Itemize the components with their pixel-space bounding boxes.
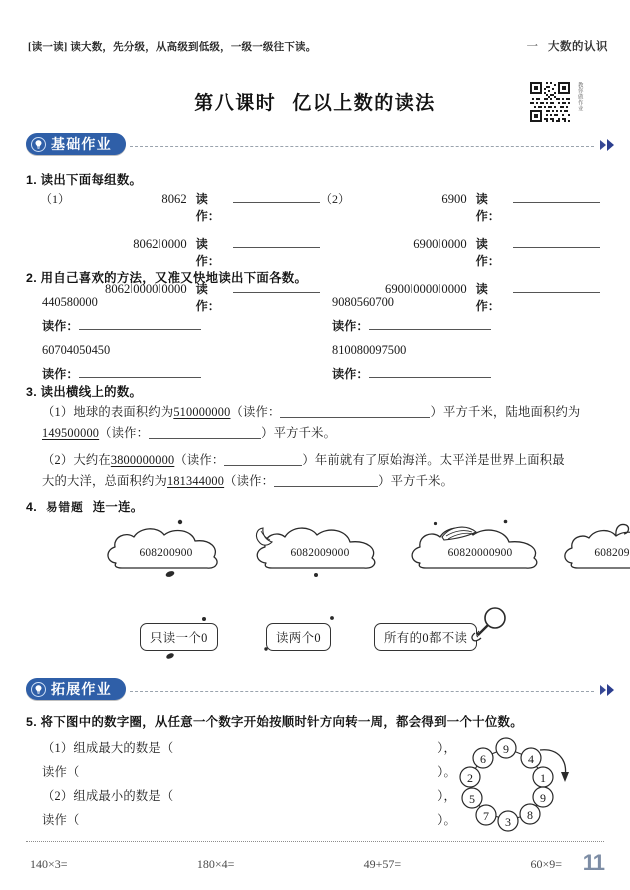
read-label: 读作： xyxy=(475,282,500,313)
answer-blank[interactable] xyxy=(369,318,491,330)
read-hint-text: [读一读] 读大数，先分级，从高级到低级，一级一级往下读。 xyxy=(28,42,317,53)
underlined-number: 149500000 xyxy=(42,426,100,440)
answer-line[interactable] xyxy=(42,810,456,828)
exercise-2-cell xyxy=(316,343,606,382)
exercise-5 xyxy=(26,712,618,834)
answer-blank[interactable] xyxy=(369,366,491,378)
dot-doodle-icon xyxy=(164,651,176,660)
read-label: 读作： xyxy=(475,192,500,223)
option-box[interactable]: 读两个0 xyxy=(266,623,331,651)
cloud-number: 608209 xyxy=(594,547,630,559)
answer-blank[interactable] xyxy=(79,366,201,378)
read-label: 读作： xyxy=(195,282,220,313)
line-text: 读作（ xyxy=(42,765,80,779)
text-run: ）平方千米。 xyxy=(378,474,454,488)
text-run: ）平方千米。 xyxy=(261,426,337,440)
qr-code-image[interactable] xyxy=(528,80,572,124)
dot-doodle-icon xyxy=(200,615,208,623)
number-value: 8062 xyxy=(161,192,187,206)
circle-digit: 7 xyxy=(483,809,489,823)
circle-digit: 4 xyxy=(528,752,534,766)
line-close: ）， xyxy=(437,789,456,803)
item-tag-2: （2） xyxy=(320,192,351,206)
number-value: 60704050450 xyxy=(42,343,111,357)
footer-calculations xyxy=(30,857,608,872)
badge-basic-label: 基础作业 xyxy=(51,136,112,152)
text-run: ）平方千米，陆地面积约为 xyxy=(430,405,581,419)
footer-divider xyxy=(26,841,604,842)
number-value: 810080097500 xyxy=(332,343,407,357)
number-value: 9080560700 xyxy=(332,295,394,309)
badge-extend xyxy=(26,678,126,700)
line-close: ）， xyxy=(437,741,456,755)
text-run: （读作： xyxy=(99,426,150,440)
underlined-number: 3800000000 xyxy=(110,453,175,467)
circle-digit: 6 xyxy=(480,752,486,766)
answer-line[interactable] xyxy=(42,762,456,780)
exercise-3-prompt: 3. 读出横线上的数。 xyxy=(26,385,143,399)
circle-digit: 9 xyxy=(540,791,546,805)
dot-doodle-icon xyxy=(262,645,270,653)
section-header-basic xyxy=(0,133,630,155)
answer-blank[interactable] xyxy=(280,406,430,418)
option-box-row xyxy=(26,623,618,669)
answer-blank[interactable] xyxy=(233,236,320,248)
chevron-right-icon-basic xyxy=(600,139,614,151)
exercise-2-prompt: 2. 用自己喜欢的方法，又准又快地读出下面各数。 xyxy=(26,271,308,285)
exercise-4-header xyxy=(26,497,618,515)
exercise-2-cell xyxy=(26,343,316,382)
read-label: 读作： xyxy=(195,237,220,268)
number-value: 6900 0000 0000 xyxy=(385,282,467,296)
exercise-1-left-cell xyxy=(40,235,320,269)
cloud-item[interactable] xyxy=(406,523,554,580)
line-text: 读作（ xyxy=(42,813,80,827)
underlined-number: 181344000 xyxy=(166,474,225,488)
exercise-4-prompt: 连一连。 xyxy=(92,500,144,514)
answer-line[interactable] xyxy=(42,786,456,804)
read-label: 读作： xyxy=(195,192,220,223)
exercise-1-right-cell xyxy=(320,235,600,269)
text-run: （读作： xyxy=(230,405,281,419)
line-text: （2）组成最小的数是（ xyxy=(42,789,174,803)
text-run: （1）地球的表面积约为 xyxy=(42,405,174,419)
lesson-topic: 亿以上数的读法 xyxy=(292,93,436,114)
exercise-4-number: 4. xyxy=(26,500,37,514)
chapter-name: 大数的认识 xyxy=(548,41,608,53)
read-label: 读作： xyxy=(42,367,79,381)
line-text: （1）组成最大的数是（ xyxy=(42,741,174,755)
exercise-1-left-cell xyxy=(40,190,320,224)
circle-digit: 1 xyxy=(540,771,546,785)
divider-dotted-basic xyxy=(130,146,594,147)
text-run: ）年前就有了原始海洋。太平洋是世界上面积最 xyxy=(302,453,565,467)
chevron-right-icon-extend xyxy=(600,684,614,696)
badge-basic xyxy=(26,133,126,155)
item-tag-1: （1） xyxy=(40,192,71,206)
exercise-1-row xyxy=(40,235,600,269)
circle-digit: 9 xyxy=(503,742,509,756)
exercise-3-body xyxy=(26,396,618,492)
cloud-item[interactable] xyxy=(560,523,630,580)
calc-item: 49+57= xyxy=(363,857,402,871)
dot-doodle-icon xyxy=(328,614,336,622)
lightbulb-icon xyxy=(31,682,46,697)
answer-blank[interactable] xyxy=(513,191,600,203)
page-number: 11 xyxy=(582,850,604,875)
exercise-2-grid xyxy=(26,286,616,382)
section-header-extend xyxy=(0,678,630,700)
answer-blank[interactable] xyxy=(149,427,261,439)
line-close: ）。 xyxy=(437,765,456,779)
number-value: 8062 0000 0000 xyxy=(105,282,187,296)
exercise-4 xyxy=(26,497,630,669)
number-value: 8062 0000 xyxy=(133,237,187,251)
text-run: （读作： xyxy=(174,453,225,467)
text-run: （2）大约在 xyxy=(42,453,111,467)
answer-line xyxy=(332,365,606,382)
underlined-number: 510000000 xyxy=(173,405,231,419)
answer-blank[interactable] xyxy=(274,475,378,487)
digit-circle-diagram xyxy=(452,734,602,839)
answer-blank[interactable] xyxy=(79,318,201,330)
read-label: 读作： xyxy=(332,367,369,381)
text-run: （读作： xyxy=(224,474,275,488)
qr-block xyxy=(528,80,614,124)
cloud-item[interactable] xyxy=(250,523,390,580)
answer-blank[interactable] xyxy=(224,454,302,466)
exercise-1-prompt: 1. 读出下面每组数。 xyxy=(26,173,143,187)
circle-digit: 2 xyxy=(467,771,473,785)
option-box[interactable]: 所有的0都不读 xyxy=(374,623,477,651)
exercise-1-row xyxy=(40,190,600,224)
circle-digit: 5 xyxy=(469,792,475,806)
exercise-2-cell xyxy=(316,295,606,334)
exercise-2-row xyxy=(26,295,616,334)
exercise-3-item-2 xyxy=(42,450,618,492)
exercise-5-prompt: 5. 将下图中的数字圈，从任意一个数字开始按顺时针方向转一周，都会得到一个十位数。 xyxy=(26,715,523,729)
lesson-number: 第八课时 xyxy=(194,93,277,114)
text-run: 大的大洋，总面积约为 xyxy=(42,474,167,488)
exercise-2-row xyxy=(26,343,616,382)
number-value: 6900 xyxy=(441,192,467,206)
magnifier-icon xyxy=(466,605,510,649)
error-prone-tag: 易错题 xyxy=(45,501,84,514)
exercise-5-answer-lines xyxy=(26,738,456,828)
lightbulb-icon xyxy=(31,137,46,152)
read-label: 读作： xyxy=(475,237,500,268)
circle-digit: 8 xyxy=(527,808,533,822)
calc-item: 140×3= xyxy=(30,857,68,871)
answer-line xyxy=(42,317,316,334)
cloud-number: 60820000900 xyxy=(447,547,513,559)
answer-line[interactable] xyxy=(42,738,456,756)
divider-dotted-extend xyxy=(130,691,594,692)
exercise-1-right-cell xyxy=(320,190,600,224)
qr-caption: 教你做作业 xyxy=(576,82,583,112)
cloud-number: 6082009000 xyxy=(290,547,350,559)
answer-line xyxy=(42,365,316,382)
answer-blank[interactable] xyxy=(513,236,600,248)
badge-extend-label: 拓展作业 xyxy=(51,681,112,697)
read-label: 读作： xyxy=(332,319,369,333)
calc-item: 180×4= xyxy=(196,857,235,871)
answer-blank[interactable] xyxy=(233,191,320,203)
exercise-3-item-1 xyxy=(42,402,618,444)
option-box[interactable]: 只读一个0 xyxy=(140,623,218,651)
number-value: 440580000 xyxy=(42,295,98,309)
calc-item: 60×9= xyxy=(530,857,562,871)
answer-line xyxy=(332,317,606,334)
chapter-label xyxy=(527,38,609,54)
footer xyxy=(30,850,608,875)
exercise-2-cell xyxy=(26,295,316,334)
cloud-row xyxy=(26,523,630,589)
cloud-item[interactable] xyxy=(102,523,230,580)
cloud-number: 608200900 xyxy=(139,547,193,559)
chapter-number: 一 xyxy=(526,41,539,53)
page-header xyxy=(0,38,630,54)
read-label: 读作： xyxy=(42,319,79,333)
number-value: 6900 0000 xyxy=(413,237,467,251)
line-close: ）。 xyxy=(437,813,456,827)
circle-digit: 3 xyxy=(505,815,511,829)
